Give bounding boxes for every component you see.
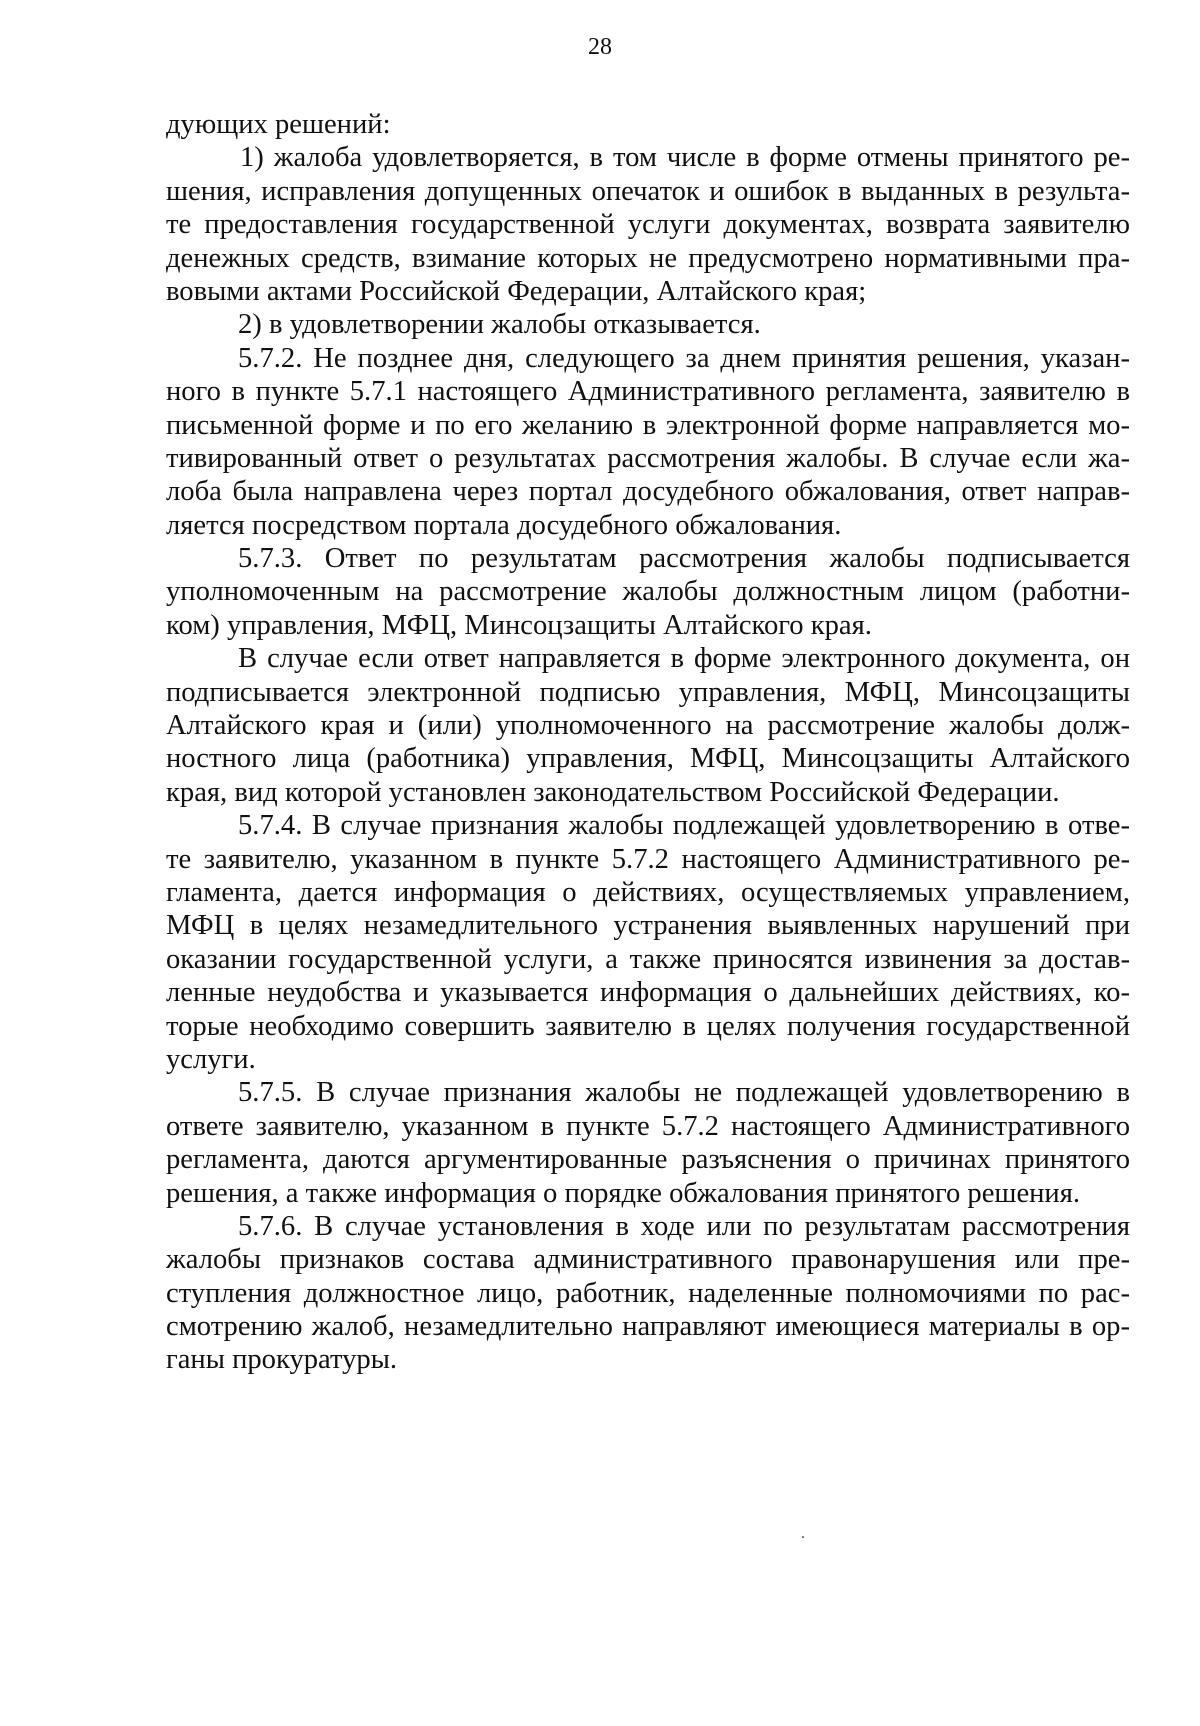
text-line: те предоставления государственной услуги документах, возврата заявителю [166,209,1130,241]
text-line: гламента, дается информация о действиях, осуществляемых управлением, [166,876,1130,908]
text-line: ленные неудобства и указывается информация о дальнейших действиях, ко- [166,977,1130,1009]
text-line: ностного лица (работника) управления, МФЦ, Минсоцзащиты Алтайского [166,743,1130,775]
text-line: 2) в удовлетворении жалобы отказывается. [238,309,761,341]
text-line: 5.7.5. В случае признания жалобы не подлежащей удовлетворению в [238,1077,1130,1109]
text-line: ганы прокуратуры. [166,1344,398,1376]
text-line: ступления должностное лицо, работник, наделенные полномочиями по рас- [166,1277,1130,1309]
text-line: 5.7.3. Ответ по результатам рассмотрения жалобы подписывается [238,543,1130,575]
text-line: дующих решений: [166,109,391,140]
text-line: те заявителю, указанном в пункте 5.7.2 настоящего Административного ре- [166,843,1130,875]
page-number: 28 [588,34,612,60]
text-line: МФЦ в целях незамедлительного устранения выявленных нарушений при [166,910,1130,942]
text-line: 5.7.6. В случае установления в ходе или по результатам рассмотрения [238,1210,1130,1242]
document-body [166,108,1130,1377]
text-line: письменной форме и по его желанию в электронной форме направляется мо- [166,409,1130,441]
text-line: В случае если ответ направляется в форме электронного документа, он [238,643,1130,675]
text-line: 5.7.4. В случае признания жалобы подлежащей удовлетворению в отве- [238,810,1130,842]
text-line: Алтайского края и (или) уполномоченного на рассмотрение жалобы долж- [166,710,1130,742]
text-line: жалобы признаков состава административного правонарушения или пре- [166,1244,1130,1276]
text-line: тивированный ответ о результатах рассмотрения жалобы. В случае если жа- [166,442,1130,474]
text-line: 1) жалоба удовлетворяется, в том числе в форме отмены принятого ре- [240,142,1130,174]
text-line: лоба была направлена через портал досудебного обжалования, ответ направ- [166,476,1130,508]
text-line: ного в пункте 5.7.1 настоящего Административного регламента, заявителю в [166,376,1130,408]
text-line: оказании государственной услуги, а также приносятся извинения за достав- [166,943,1130,975]
text-line: решения, а также информация о порядке обжалования принятого решения. [166,1177,1081,1209]
text-line: регламента, даются аргументированные разъяснения о причинах принятого [166,1144,1130,1176]
text-line: уполномоченным на рассмотрение жалобы должностным лицом (работни- [166,576,1130,608]
text-line: ответе заявителю, указанном в пункте 5.7.2 настоящего Административного [166,1110,1130,1142]
text-line: торые необходимо совершить заявителю в целях получения государственной [166,1010,1130,1042]
text-line: денежных средств, взимание которых не предусмотрено нормативными пра- [166,242,1130,274]
text-line: вовыми актами Российской Федерации, Алтайского края; [166,275,867,307]
text-line: края, вид которой установлен законодательством Российской Федерации. [166,776,1060,808]
scan-speck [802,1536,804,1538]
text-line: ком) управления, МФЦ, Минсоцзащиты Алтайского края. [166,609,872,641]
text-line: смотрению жалоб, незамедлительно направляют имеющиеся материалы в ор- [166,1311,1130,1343]
text-line: шения, исправления допущенных опечаток и ошибок в выданных в результа- [166,175,1130,207]
text-line: ляется посредством портала досудебного обжалования. [166,509,842,541]
text-line: подписывается электронной подписью управления, МФЦ, Минсоцзащиты [166,676,1130,708]
text-line: услуги. [166,1043,256,1075]
text-line: 5.7.2. Не позднее дня, следующего за днем принятия решения, указан- [238,342,1130,374]
